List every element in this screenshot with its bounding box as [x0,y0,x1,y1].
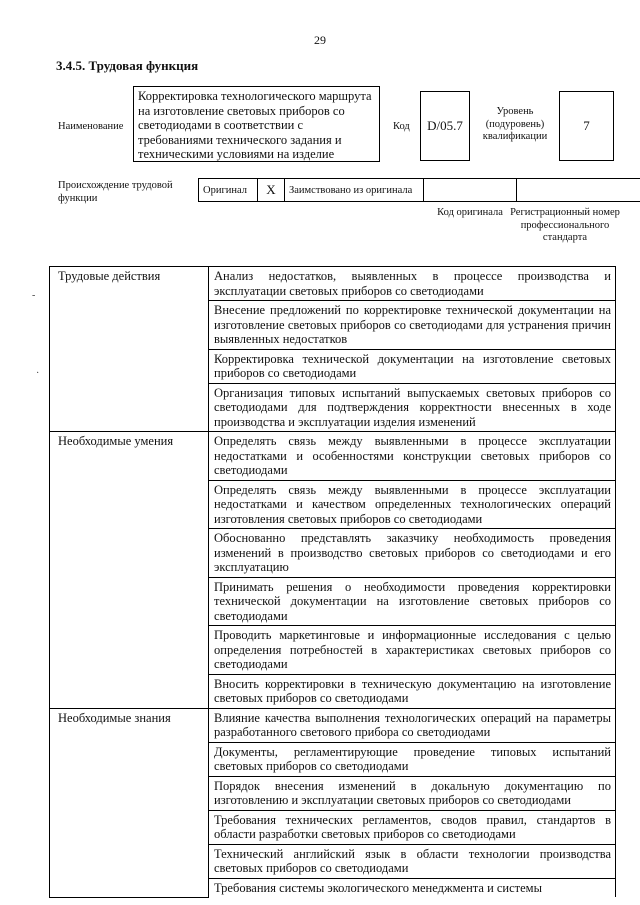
code-value-box: D/05.7 [420,91,470,161]
function-name-box: Корректировка технологического маршрута на изготовление световых приборов со светодиодами в соответствии с требованиями технического задания и техническими условиями на изделие [133,86,380,162]
code-original-label: Код оригинала [437,207,503,218]
table-row [50,708,616,742]
qualification-level-label: Уровень (подуровень) квалификации [482,106,548,142]
margin-mark: - [32,290,36,301]
category-cell: Трудовые действия [50,267,209,432]
description-cell: Анализ недостатков, выявленных в процессе производства и эксплуатации световых приборов со светодиодами [209,267,616,301]
section-title: 3.4.5. Трудовая функция [56,58,199,73]
code-label: Код [393,121,410,132]
description-cell: Проводить маркетинговые и информационные исследования с целью определения потребностей в характеристиках световых приборов со светодиодами [209,626,616,675]
table-row [50,432,616,481]
registration-number-label: Регистрационный номер профессионального стандарта [510,207,620,243]
description-cell: Принимать решения о необходимости проведения корректировки технической документации на изготовление световых приборов со светодиодами [209,577,616,626]
description-cell: Порядок внесения изменений в докальную документацию по изготовлению и эксплуатации световых приборов со светодиодами [209,776,616,810]
description-cell: Определять связь между выявленными в процессе эксплуатации недостатками и качеством определенных технологических операций изготовления световых приборов со светодиодами [209,480,616,529]
description-cell: Определять связь между выявленными в процессе эксплуатации недостатками и особенностями конструкции световых приборов со светодиодами [209,432,616,481]
description-cell: Корректировка технической документации на изготовление световых приборов со светодиодами [209,349,616,383]
description-cell: Требования технических регламентов, сводов правил, стандартов в области разработки световых приборов со светодиодами [209,810,616,844]
original-label: Оригинал [198,178,258,202]
description-cell: Требования системы экологического менеджмента и системы [209,878,616,897]
category-cell: Необходимые умения [50,432,209,709]
category-cell: Необходимые знания [50,708,209,897]
description-cell: Документы, регламентирующие проведение типовых испытаний световых приборов со светодиодами [209,742,616,776]
description-cell: Технический английский язык в области технологии производства световых приборов со светодиодами [209,844,616,878]
description-cell: Влияние качества выполнения технологических операций на параметры разработанного светового прибора со светодиодами [209,708,616,742]
original-mark: X [257,178,285,202]
labor-function-table [49,266,616,898]
borrowed-label: Заимствовано из оригинала [284,178,424,202]
name-label: Наименование [58,121,124,132]
registration-number-cell [516,178,640,202]
description-cell: Обоснованно представлять заказчику необходимость проведения изменений в производство световых приборов со светодиодами и его эксплуатацию [209,529,616,578]
original-code-cell [423,178,517,202]
description-cell: Вносить корректировки в техническую документацию на изготовление световых приборов со светодиодами [209,674,616,708]
margin-mark: · [36,368,40,379]
origin-row [199,178,640,202]
description-cell: Внесение предложений по корректировке технической документации на изготовление световых приборов со светодиодами для устранения причин выявленных недостатков [209,301,616,350]
qualification-level-box: 7 [559,91,614,161]
description-cell: Организация типовых испытаний выпускаемых световых приборов со светодиодами для подтверждения корректности внесенных в ходе производства и эксплуатации изделия изменений [209,383,616,432]
page-number: 29 [314,33,326,47]
origin-label: Происхождение трудовой функции [58,180,173,204]
table-row [50,267,616,301]
